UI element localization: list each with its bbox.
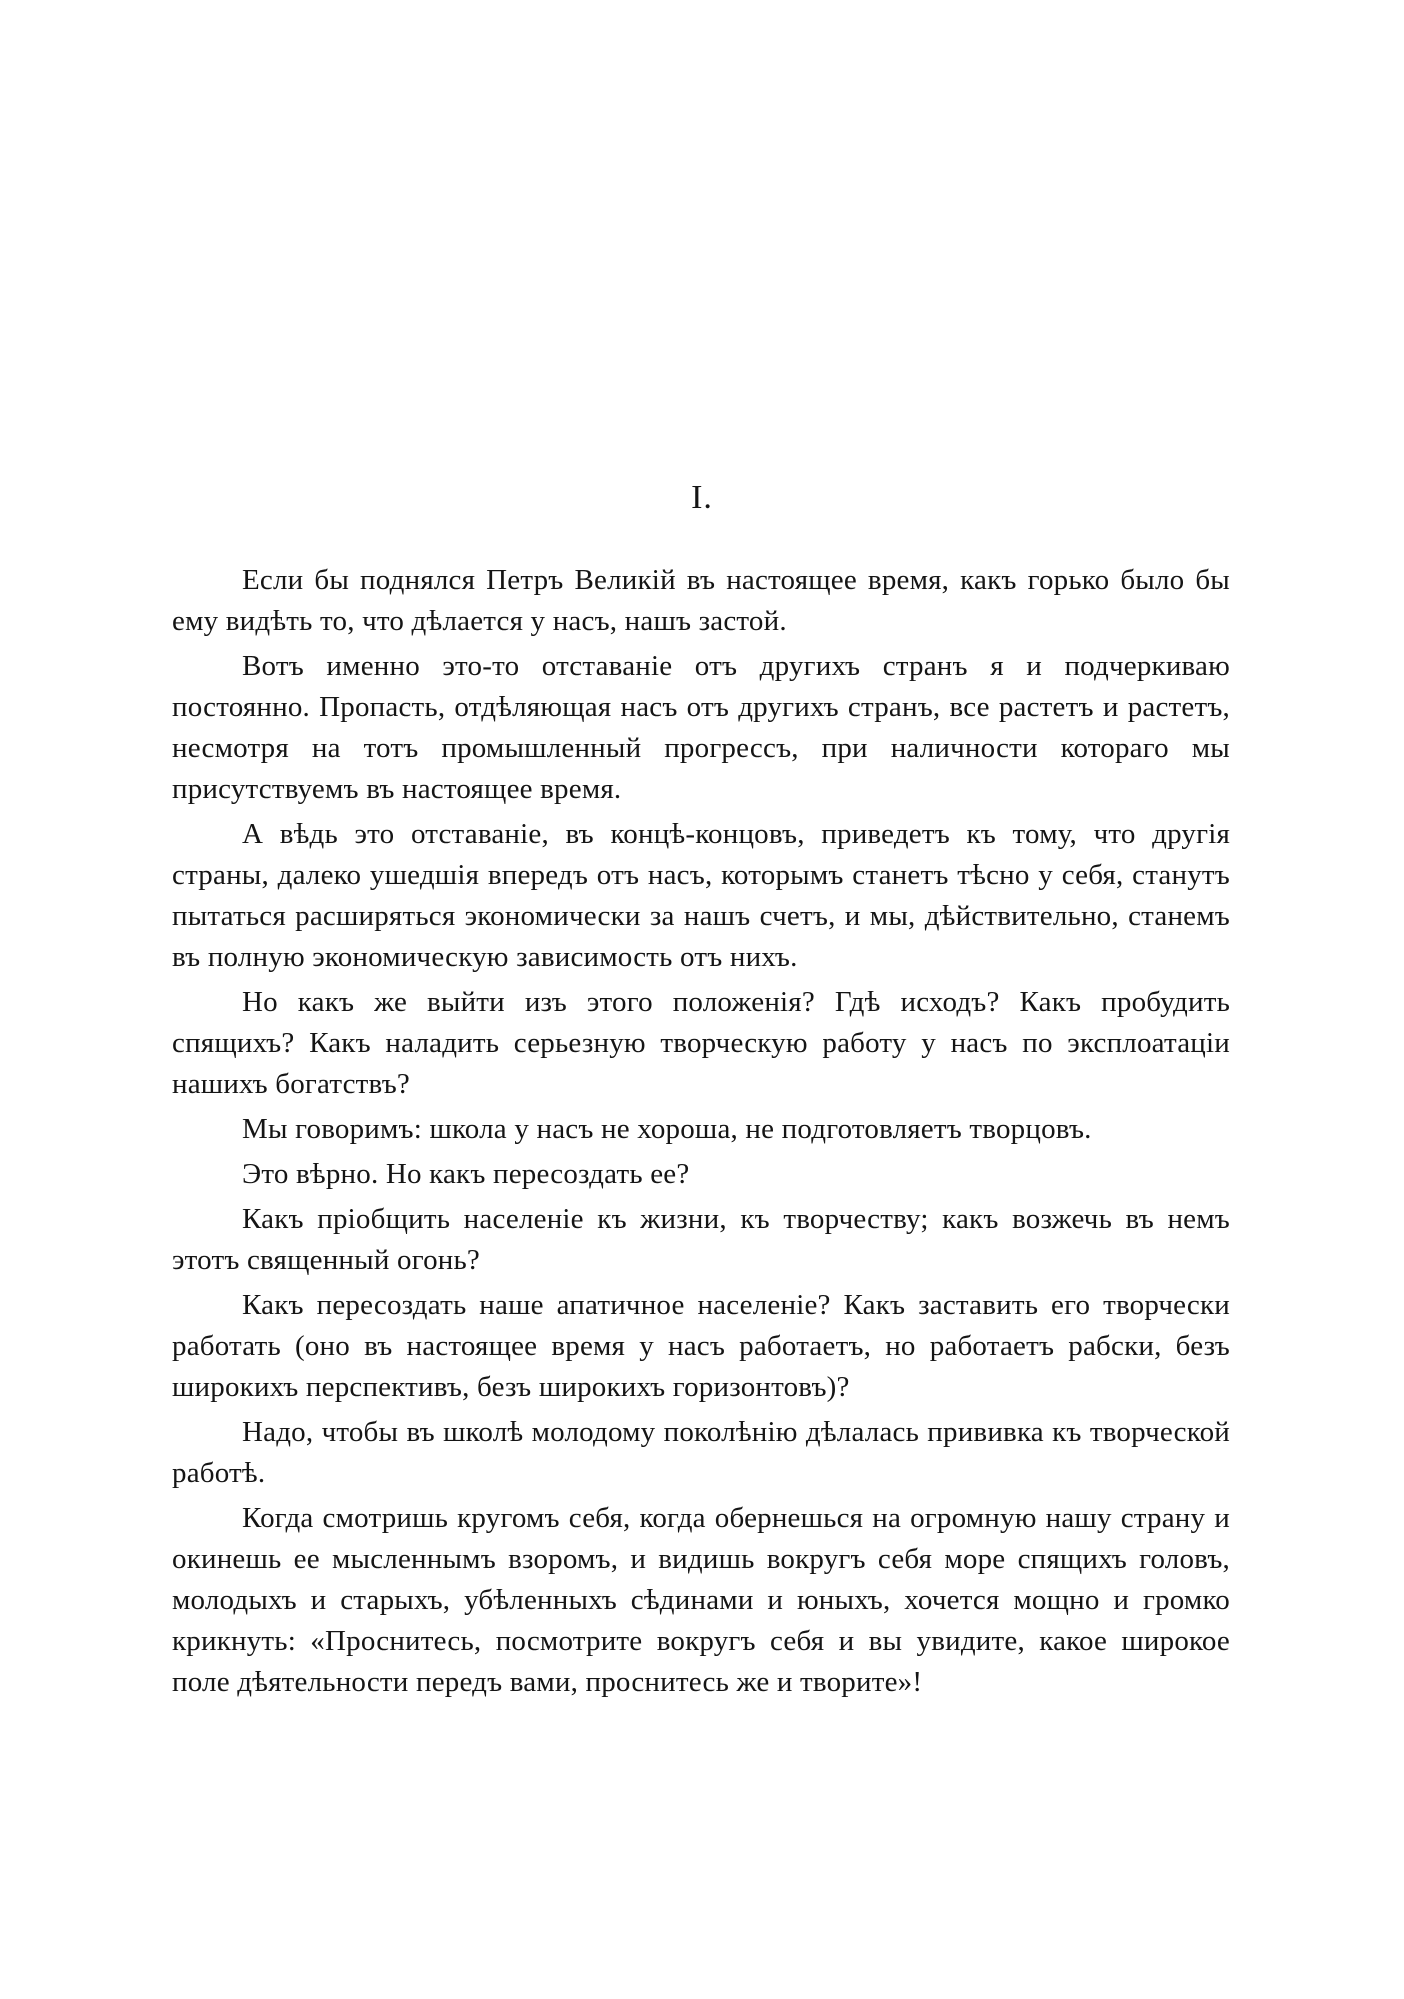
paragraph: Какъ пересоздать наше апатичное населеніе? Какъ заставить его творчески работать (оно въ настоящее время у насъ работаетъ, но работаетъ рабски, безъ широкихъ перспективъ, безъ широкихъ горизонтовъ)?	[172, 1289, 1230, 1403]
body-text	[172, 560, 1230, 1707]
chapter-number: I.	[691, 479, 713, 516]
paragraph: Но какъ же выйти изъ этого положенія? Гдѣ исходъ? Какъ пробудить спящихъ? Какъ наладить серьезную творческую работу у насъ по эксплоатаціи нашихъ богатствъ?	[172, 986, 1230, 1100]
paragraph: Вотъ именно это-то отставаніе отъ другихъ странъ я и подчеркиваю постоянно. Пропасть, отдѣляющая насъ отъ другихъ странъ, все растетъ и растетъ, несмотря на тотъ промышленный прогрессъ, при наличности котораго мы присутствуемъ въ настоящее время.	[172, 650, 1230, 805]
paragraph: Какъ пріобщить населеніе къ жизни, къ творчеству; какъ возжечь въ немъ этотъ священный огонь?	[172, 1203, 1230, 1276]
paragraph: Если бы поднялся Петръ Великій въ настоящее время, какъ горько было бы ему видѣть то, что дѣлается у насъ, нашъ застой.	[172, 564, 1230, 637]
paragraph: Это вѣрно. Но какъ пересоздать ее?	[242, 1158, 690, 1190]
paragraph: Мы говоримъ: школа у насъ не хороша, не подготовляетъ творцовъ.	[242, 1113, 1092, 1145]
paragraph: Когда смотришь кругомъ себя, когда обернешься на огромную нашу страну и окинешь ее мысленнымъ взоромъ, и видишь вокругъ себя море спящихъ головъ, молодыхъ и старыхъ, убѣленныхъ сѣдинами и юныхъ, хочется мощно и громко крикнуть: «Проснитесь, посмотрите вокругъ себя и вы увидите, какое широкое поле дѣятельности передъ вами, проснитесь же и творите»!	[172, 1502, 1230, 1698]
paragraph: А вѣдь это отставаніе, въ концѣ-концовъ, приведетъ къ тому, что другія страны, далеко ушедшія впередъ отъ насъ, которымъ станетъ тѣсно у себя, станутъ пытаться расширяться экономически за нашъ счетъ, и мы, дѣйствительно, станемъ въ полную экономическую зависимость отъ нихъ.	[172, 818, 1230, 973]
paragraph: Надо, чтобы въ школѣ молодому поколѣнію дѣлалась прививка къ творческой работѣ.	[172, 1416, 1230, 1489]
